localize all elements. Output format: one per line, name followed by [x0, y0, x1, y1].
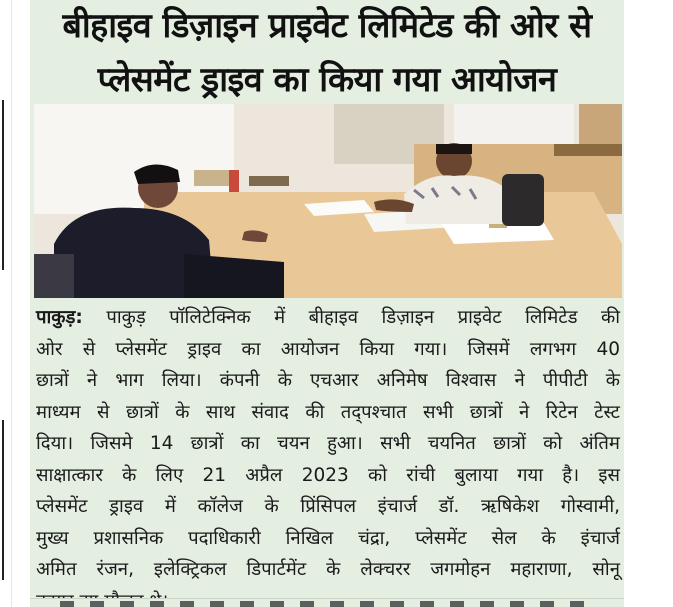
dateline: पाकुड़:	[36, 307, 83, 328]
article-line-1	[36, 302, 620, 334]
photo-interview-scene-icon	[34, 104, 622, 298]
page-edge-left	[0, 0, 12, 607]
headline-line-2: प्लेसमेंट ड्राइव का किया गया आयोजन	[97, 60, 557, 100]
next-headline-fragment	[60, 601, 600, 607]
news-clipping	[30, 0, 624, 607]
edge-mark	[2, 100, 4, 270]
article-line: ओर से प्लेसमेंट ड्राइव का आयोजन किया गया। जिसमें लगभग 40	[36, 338, 620, 360]
article-line: साक्षात्कार के लिए 21 अप्रैल 2023 को रांची बुलाया गया है। इस	[36, 464, 620, 486]
article-line: दिया। जिसमे 14 छात्रों का चयन हुआ। सभी चयनित छात्रों को अंतिम	[36, 433, 620, 454]
edge-mark	[2, 420, 4, 580]
article-line: छात्रों ने भाग लिया। कंपनी के एचआर अनिमेष विश्वास ने पीपीटी के	[36, 370, 620, 391]
headline-line-1: बीहाइव डिज़ाइन प्राइवेट लिमिटेड की ओर से	[62, 6, 592, 46]
headline	[30, 4, 624, 102]
article-body	[36, 302, 620, 607]
news-photo	[34, 104, 622, 298]
article-text: पाकुड़ पॉलिटेक्निक में बीहाइव डिज़ाइन प्राइवेट लिमिटेड की	[82, 307, 620, 328]
article-line: मुख्य प्रशासनिक पदाधिकारी निखिल चंद्रा, प्लेसमेंट सेल के इंचार्ज	[36, 527, 620, 549]
article-line: प्लेसमेंट ड्राइव में कॉलेज के प्रिंसिपल इंचार्ज डॉ. ऋषिकेश गोस्वामी,	[36, 496, 620, 517]
next-article-edge	[30, 598, 624, 607]
article-line: अमित रंजन, इलेक्ट्रिकल डिपार्टमेंट के लेक्चरर जगमोहन महाराणा, सोनू	[36, 559, 620, 580]
article-line: माध्यम से छात्रों के साथ संवाद की तद्पश्चात सभी छात्रों ने रिटेन टेस्ट	[36, 401, 620, 423]
page-edge-right	[625, 0, 673, 607]
